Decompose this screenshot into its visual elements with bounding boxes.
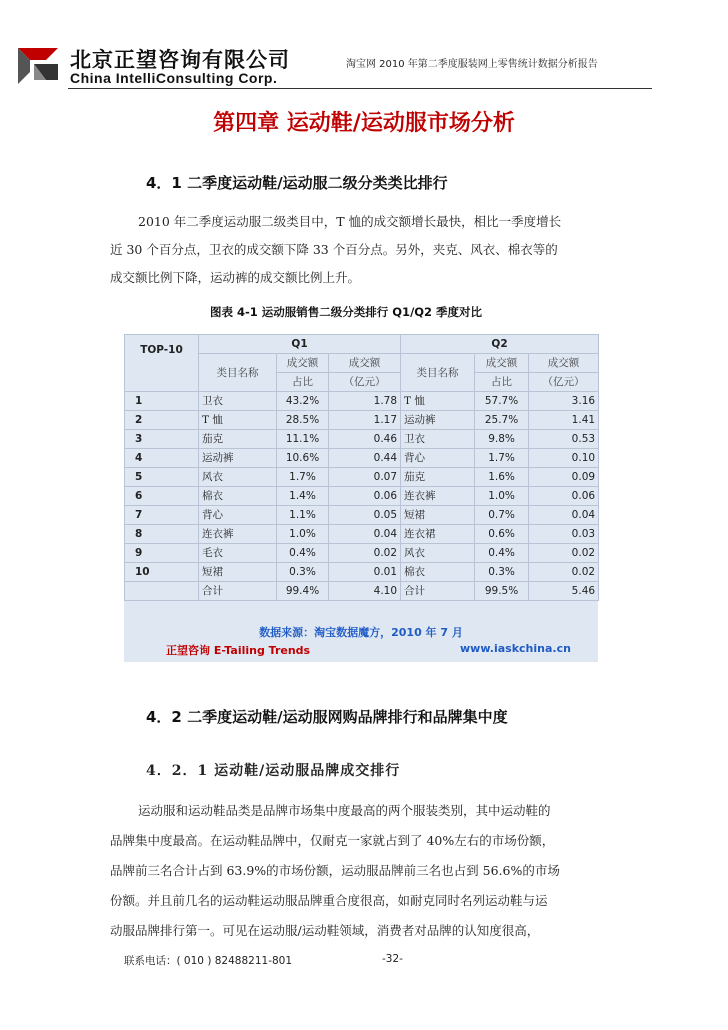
q1-total-amount: 4.10 — [329, 582, 401, 601]
paragraph-line: 动服品牌排行第一。可见在运动服/运动鞋领域，消费者对品牌的认知度很高， — [110, 923, 540, 938]
company-name-en: China IntelliConsulting Corp. — [70, 70, 278, 86]
q2-amount-cell: 1.41 — [529, 411, 599, 430]
q2-total-share: 99.5% — [475, 582, 529, 601]
website-link[interactable]: www.iaskchina.cn — [460, 642, 571, 655]
paragraph-1 — [110, 212, 622, 296]
q2-share-cell: 9.8% — [475, 430, 529, 449]
q2-header: Q2 — [401, 335, 599, 354]
table-header-row — [125, 335, 599, 354]
paragraph-line: 份额。并且前几名的运动鞋运动服品牌重合度很高，如耐克同时名列运动鞋与运 — [110, 893, 548, 908]
table-row — [125, 506, 599, 525]
q1-amount-cell: 0.06 — [329, 487, 401, 506]
rank-cell: 4 — [125, 449, 199, 468]
q2-share-cell: 25.7% — [475, 411, 529, 430]
q1-category-cell: 毛衣 — [199, 544, 277, 563]
q1-category-cell: T 恤 — [199, 411, 277, 430]
report-title: 淘宝网 2010 年第二季度服装网上零售统计数据分析报告 — [346, 59, 598, 70]
q2-share-cell: 57.7% — [475, 392, 529, 411]
q2-category-cell: 运动裤 — [401, 411, 475, 430]
q2-amount-cell: 0.09 — [529, 468, 599, 487]
q1-amount-cell: 0.07 — [329, 468, 401, 487]
q2-share-cell: 0.7% — [475, 506, 529, 525]
q1-share-cell: 28.5% — [277, 411, 329, 430]
q2-share-cell: 1.7% — [475, 449, 529, 468]
q2-category-cell: 卫衣 — [401, 430, 475, 449]
header-divider — [68, 88, 652, 89]
page-number: -32- — [382, 953, 403, 965]
table-row — [125, 449, 599, 468]
top10-header: TOP-10 — [125, 335, 199, 392]
q1-share-cell: 1.4% — [277, 487, 329, 506]
q2-amount-cell: 0.53 — [529, 430, 599, 449]
q1-category-cell: 卫衣 — [199, 392, 277, 411]
rank-cell: 3 — [125, 430, 199, 449]
q2-category-cell: 连衣裤 — [401, 487, 475, 506]
q2-category-cell: 茄克 — [401, 468, 475, 487]
q2-category-cell: T 恤 — [401, 392, 475, 411]
data-source: 数据来源：淘宝数据魔方，2010 年 7 月 — [259, 626, 463, 639]
q1-amount-cell: 0.46 — [329, 430, 401, 449]
q2-amount-cell: 0.04 — [529, 506, 599, 525]
q1-header: Q1 — [199, 335, 401, 354]
q2-category-cell: 短裙 — [401, 506, 475, 525]
q1-share-cell: 1.7% — [277, 468, 329, 487]
q2-category-cell: 连衣裙 — [401, 525, 475, 544]
table-row — [125, 392, 599, 411]
rank-cell: 1 — [125, 392, 199, 411]
paragraph-line: 品牌集中度最高。在运动鞋品牌中，仅耐克一家就占到了 40%左右的市场份额， — [110, 833, 555, 848]
rank-cell: 2 — [125, 411, 199, 430]
q1-total-share: 99.4% — [277, 582, 329, 601]
q2-category-cell: 背心 — [401, 449, 475, 468]
rank-cell: 9 — [125, 544, 199, 563]
q1-category-cell: 风衣 — [199, 468, 277, 487]
table-cell — [125, 582, 199, 601]
section-heading-4-1: 4．1 二季度运动鞋/运动服二级分类类比排行 — [146, 174, 448, 192]
table-row — [125, 411, 599, 430]
q1-share-cell: 0.4% — [277, 544, 329, 563]
q2-total-amount: 5.46 — [529, 582, 599, 601]
paragraph-line: 近 30 个百分点，卫衣的成交额下降 33 个百分点。另外，夹克、风衣、棉衣等的 — [110, 242, 558, 257]
q1-amount-cell: 0.01 — [329, 563, 401, 582]
q2-category-cell: 风衣 — [401, 544, 475, 563]
q1-share-cell: 1.1% — [277, 506, 329, 525]
rank-cell: 7 — [125, 506, 199, 525]
table-footer — [124, 622, 598, 662]
table-row — [125, 487, 599, 506]
section-heading-4-2-1: 4．2．1 运动鞋/运动服品牌成交排行 — [146, 763, 401, 779]
q1-category-cell: 茄克 — [199, 430, 277, 449]
q1-total-label: 合计 — [199, 582, 277, 601]
company-name-cn: 北京正望咨询有限公司 — [70, 47, 290, 72]
q1-category-cell: 棉衣 — [199, 487, 277, 506]
paragraph-line: 运动服和运动鞋品类是品牌市场集中度最高的两个服装类别，其中运动鞋的 — [138, 803, 551, 818]
q1-amount-cell: 0.04 — [329, 525, 401, 544]
rank-cell: 10 — [125, 563, 199, 582]
q2-amount-header: 成交额 — [529, 354, 599, 373]
figure-caption: 图表 4-1 运动服销售二级分类排行 Q1/Q2 季度对比 — [210, 305, 483, 319]
q2-share-header-2: 占比 — [475, 373, 529, 392]
paragraph-2 — [110, 800, 622, 950]
q2-share-cell: 1.6% — [475, 468, 529, 487]
q2-share-cell: 1.0% — [475, 487, 529, 506]
q1-share-cell: 0.3% — [277, 563, 329, 582]
q1-share-cell: 43.2% — [277, 392, 329, 411]
q2-share-header: 成交额 — [475, 354, 529, 373]
brand-tag — [166, 642, 310, 658]
q1-share-cell: 11.1% — [277, 430, 329, 449]
q2-total-label: 合计 — [401, 582, 475, 601]
q1-share-cell: 1.0% — [277, 525, 329, 544]
brand-cn: 正望咨询 — [166, 644, 210, 657]
q1-amount-cell: 1.17 — [329, 411, 401, 430]
q2-amount-cell: 0.06 — [529, 487, 599, 506]
q2-category-cell: 棉衣 — [401, 563, 475, 582]
q2-amount-header-2: （亿元） — [529, 373, 599, 392]
rank-cell: 8 — [125, 525, 199, 544]
q1-name-header: 类目名称 — [199, 354, 277, 392]
rank-cell: 5 — [125, 468, 199, 487]
q2-share-cell: 0.3% — [475, 563, 529, 582]
table-row — [125, 468, 599, 487]
q1-category-cell: 短裙 — [199, 563, 277, 582]
ranking-table — [124, 334, 599, 601]
q2-share-cell: 0.4% — [475, 544, 529, 563]
table-row — [125, 430, 599, 449]
ranking-table-panel — [124, 334, 598, 662]
q2-share-cell: 0.6% — [475, 525, 529, 544]
chapter-title: 第四章 运动鞋/运动服市场分析 — [213, 111, 515, 136]
q1-amount-header: 成交额 — [329, 354, 401, 373]
table-total-row — [125, 582, 599, 601]
q2-amount-cell: 3.16 — [529, 392, 599, 411]
q1-amount-header-2: （亿元） — [329, 373, 401, 392]
q2-name-header: 类目名称 — [401, 354, 475, 392]
q2-amount-cell: 0.02 — [529, 544, 599, 563]
company-logo-icon — [14, 44, 62, 84]
footer-phone: 联系电话：( 010 ) 82488211-801 — [124, 955, 293, 967]
paragraph-line: 品牌前三名合计占到 63.9%的市场份额，运动服品牌前三名也占到 56.6%的市场 — [110, 863, 560, 878]
q2-amount-cell: 0.03 — [529, 525, 599, 544]
rank-cell: 6 — [125, 487, 199, 506]
table-row — [125, 544, 599, 563]
q1-category-cell: 背心 — [199, 506, 277, 525]
q1-amount-cell: 1.78 — [329, 392, 401, 411]
q1-amount-cell: 0.02 — [329, 544, 401, 563]
q1-share-header: 成交额 — [277, 354, 329, 373]
q2-amount-cell: 0.10 — [529, 449, 599, 468]
table-body — [125, 392, 599, 582]
q1-amount-cell: 0.05 — [329, 506, 401, 525]
q1-category-cell: 运动裤 — [199, 449, 277, 468]
q1-share-header-2: 占比 — [277, 373, 329, 392]
brand-en: E-Tailing Trends — [213, 644, 311, 657]
table-row — [125, 563, 599, 582]
table-row — [125, 525, 599, 544]
q1-amount-cell: 0.44 — [329, 449, 401, 468]
paragraph-line: 2010 年二季度运动服二级类目中，T 恤的成交额增长最快，相比一季度增长 — [138, 214, 562, 229]
q1-category-cell: 连衣裤 — [199, 525, 277, 544]
section-heading-4-2: 4．2 二季度运动鞋/运动服网购品牌排行和品牌集中度 — [146, 708, 508, 726]
q1-share-cell: 10.6% — [277, 449, 329, 468]
paragraph-line: 成交额比例下降，运动裤的成交额比例上升。 — [110, 270, 361, 285]
q2-amount-cell: 0.02 — [529, 563, 599, 582]
